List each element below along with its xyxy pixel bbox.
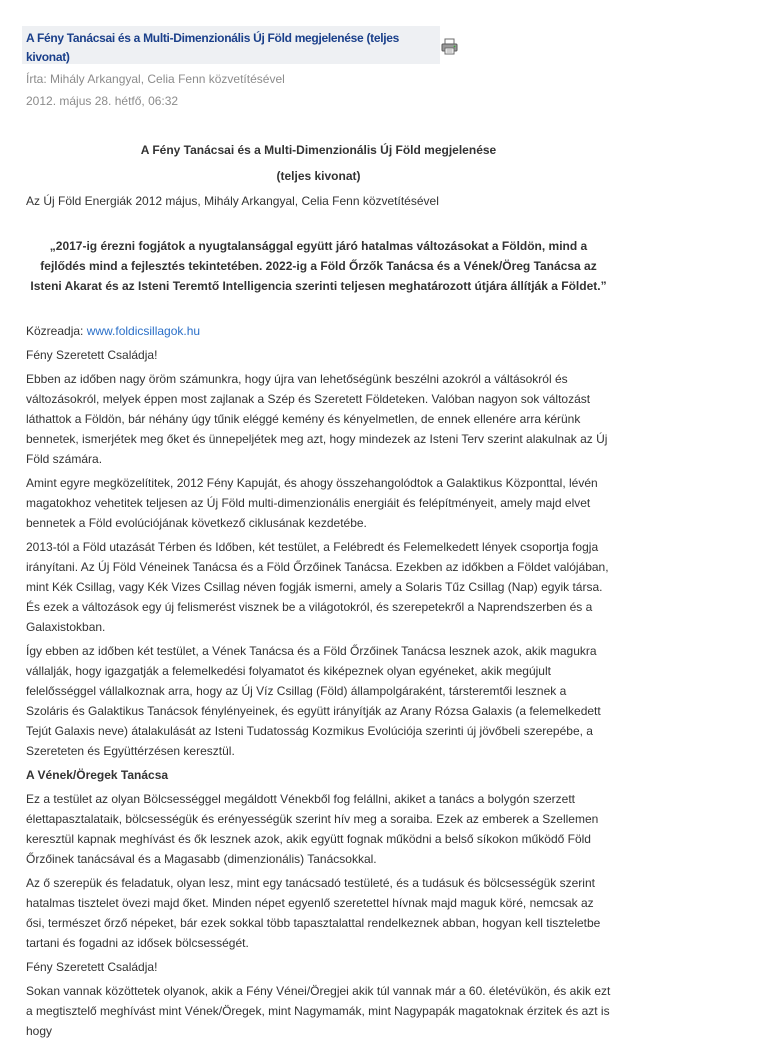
date-line: 2012. május 28. hétfő, 06:32 — [26, 94, 179, 108]
paragraph: Így ebben az időben két testület, a Vének Tanácsa és a Föld Őrzőinek Tanácsa lesznek azok, akik magukra vállalják, hogy igazgatják a felemelkedési folyamatot és kiképeznek olyan egyéneket, akik megújult felelősséggel vállalkoznak arra, hogy az Új Víz Csillag (Föld) állampolgáraként, társteremtői lesznek a Szoláris és Galaktikus Tanácsok fénylényeinek, és együtt irányítják az Arany Rózsa Galaxis (a felemelkedett Tejút Galaxis neve) átalakulását az Isteni Tudatosság Kozmikus Evolúciója szerinti új jövőbeli szerepébe, a Szereteten és Együttérzésen keresztül. — [26, 644, 601, 758]
publisher-label: Közreadja: — [26, 324, 87, 338]
greeting: Fény Szeretett Családja! — [26, 960, 158, 974]
content-heading: A Fény Tanácsai és a Multi-Dimenzionális Új Föld megjelenése — [140, 143, 497, 157]
paragraph: 2013-tól a Föld utazását Térben és Időben, két testület, a Felébredt és Felemelkedett lények csoportja fogja irányítani. Az Új Föld Véneinek Tanácsa és a Föld Őrzőinek Tanácsa. Ezekben az időkben a Földet valójában, mint Kék Csillag, vagy Kék Vizes Csillag néven fogják ismerni, amely a Solaris Tűz Csillag (Nap) egyik társa. És ezek a változások egy új felismerést visznek be a világotokról, és szerepetekről a Naprendszerben és a Galaxistokban. — [26, 540, 609, 634]
section-heading: A Vének/Öregek Tanácsa — [26, 768, 169, 782]
article-title[interactable]: A Fény Tanácsai és a Multi-Dimenzionális Új Föld megjelenése (teljes kivonat) — [26, 31, 400, 64]
source-line: Az Új Föld Energiák 2012 május, Mihály Arkangyal, Celia Fenn közvetítésével — [26, 194, 439, 208]
intro-quote: „2017-ig érezni fogjátok a nyugtalansággal együtt járó hatalmas változásokat a Földön, mind a fejlődés mind a fejlesztés tekintetében. 2022-ig a Föld Őrzők Tanácsa és a Vének/Öreg Tanácsa az Isteni Akarat és az Isteni Teremtő Intelligencia szerinti teljesen meghatározott útjára állítják a Földet.” — [30, 239, 607, 293]
paragraph: Ez a testület az olyan Bölcsességgel megáldott Vénekből fog felállni, akiket a tanács a bolygón szerzett élettapasztalataik, bölcsességük és erényességük szerint hív meg a soraiba. Ezek az emberek a Szellemen keresztül kapnak meghívást és ők lesznek azok, akik együtt fognak működni a belső síkokon működő Föld Őrzőinek tanácsával és a Magasabb (dimenzionális) Tanácsokkal. — [26, 792, 599, 866]
publisher-line — [26, 321, 611, 341]
paragraph: Az ő szerepük és feladatuk, olyan lesz, mint egy tanácsadó testületé, és a tudásuk és bölcsességük szerint hatalmas tisztelet övezi majd őket. Minden népet egyenlő szeretettel hívnak majd maguk köré, nemcsak az ősi, természet őrző népeket, bár ezek sokkal több tapasztalattal rendelkeznek abban, hogyan kell tiszteletbe tartani és fogadni az idősek bölcsességét. — [26, 876, 601, 950]
author-line: Írta: Mihály Arkangyal, Celia Fenn közvetítésével — [26, 72, 285, 86]
printer-icon[interactable] — [441, 38, 458, 55]
greeting: Fény Szeretett Családja! — [26, 348, 158, 362]
paragraph: Sokan vannak közöttetek olyanok, akik a Fény Vénei/Öregjei akik túl vannak már a 60. életévükön, és akik ezt a megtisztelő meghívást mint Vének/Öregek, mint Nagymamák, mint Nagypapák magatoknak érzitek és azt is hogy — [26, 984, 611, 1038]
paragraph: Ebben az időben nagy öröm számunkra, hogy újra van lehetőségünk beszélni azokról a váltásokról és változásokról, melyek éppen most zajlanak a Szép és Szeretett Földeteken. Valóban nagyon sok változást láthattok a Földön, bár néhány úgy tűnik eléggé kemény és kényelmetlen, de ennek ellenére arra kérünk bennetek, ismerjétek meg őket és ünnepeljétek meg azt, hogy mindezek az Isteni Terv szerint alakulnak az Új Föld számára. — [26, 372, 608, 466]
paragraph: Amint egyre megközelítitek, 2012 Fény Kapuját, és ahogy összehangolódtok a Galaktikus Központtal, lévén magatokhoz vehetitek teljesen az Új Föld multi-dimenzionális energiáit és felépítményeit, amely majd elvet bennetek a Föld evolúciójának következő ciklusának kezdetébe. — [26, 476, 598, 530]
publisher-link[interactable]: www.foldicsillagok.hu — [86, 324, 201, 338]
article-body — [26, 140, 611, 1041]
content-subheading: (teljes kivonat) — [276, 169, 361, 183]
